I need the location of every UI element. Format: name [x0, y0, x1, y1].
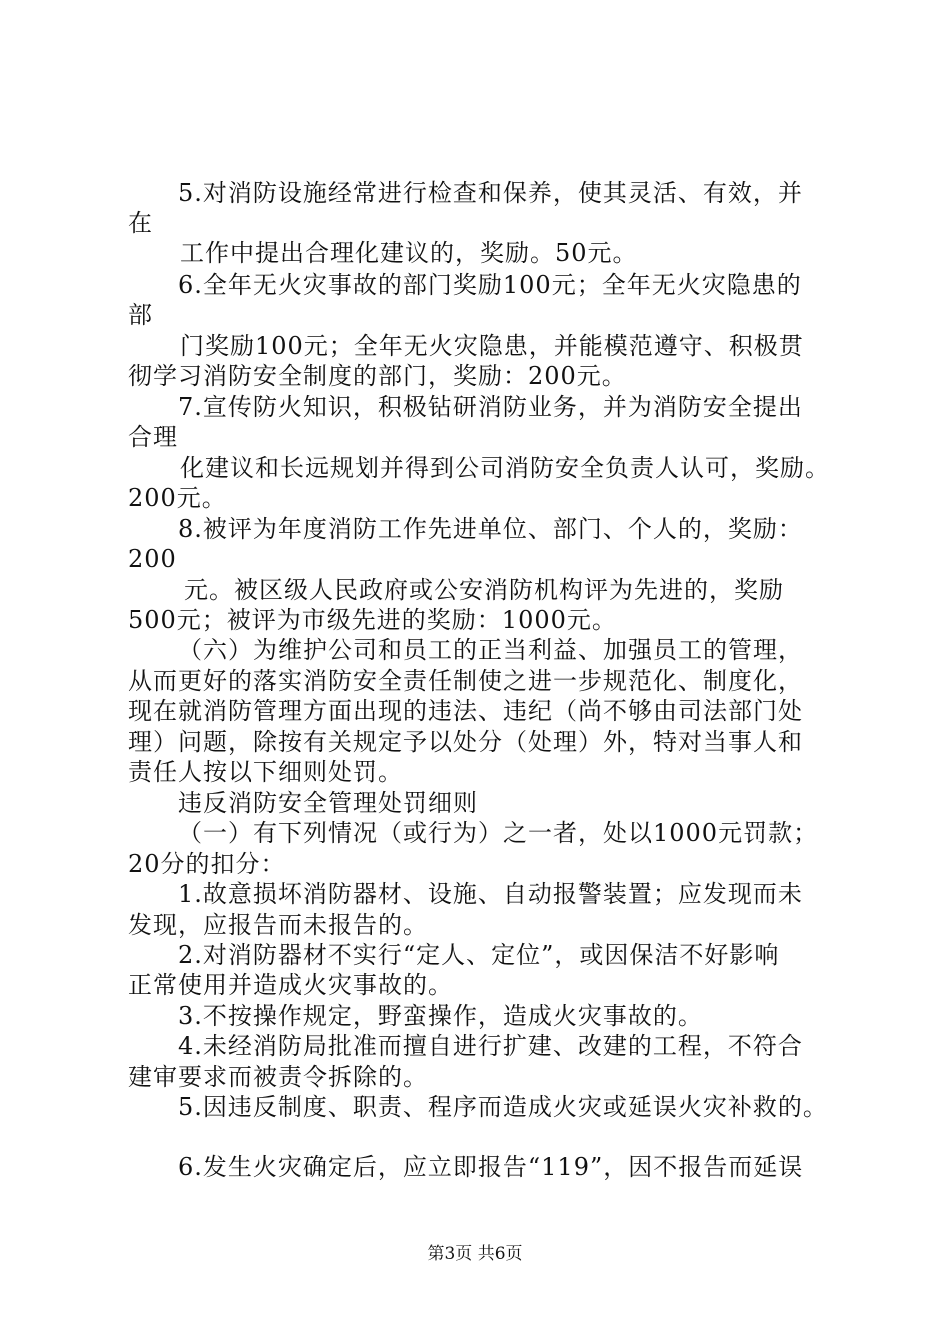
text-line: （一）有下列情况（或行为）之一者，处以1000元罚款； — [178, 819, 819, 847]
text-line: 在 — [128, 209, 153, 237]
text-line: 8.被评为年度消防工作先进单位、部门、个人的，奖励： — [178, 515, 803, 543]
text-line: 合理 — [128, 423, 178, 451]
text-line: 元。被区级人民政府或公安消防机构评为先进的，奖励 — [184, 576, 784, 604]
text-line: 彻学习消防安全制度的部门，奖励：200元。 — [128, 362, 627, 390]
text-line: 20分的扣分： — [128, 850, 286, 878]
text-line: 4.未经消防局批准而擅自进行扩建、改建的工程，不符合 — [178, 1032, 803, 1060]
text-line: 2.对消防器材不实行“定人、定位”，或因保洁不好影响 — [178, 941, 780, 969]
text-line: 1.故意损坏消防器材、设施、自动报警装置；应发现而未 — [178, 880, 803, 908]
text-line: 正常使用并造成火灾事故的。 — [128, 971, 453, 999]
text-line: 门奖励100元；全年无火灾隐患，并能模范遵守、积极贯 — [180, 332, 804, 360]
text-line: 建审要求而被责令拆除的。 — [128, 1063, 428, 1091]
page-number-footer: 第3页 共6页 — [427, 1244, 523, 1264]
text-line: 发现，应报告而未报告的。 — [128, 911, 428, 939]
text-line: 5.因违反制度、职责、程序而造成火灾或延误火灾补救的。 — [178, 1093, 828, 1121]
section-heading: 违反消防安全管理处罚细则 — [178, 789, 478, 817]
text-line: 理）问题，除按有关规定予以处分（处理）外，特对当事人和 — [128, 728, 803, 756]
text-line: 6.发生火灾确定后，应立即报告“119”，因不报告而延误 — [178, 1153, 804, 1181]
text-line: 部 — [128, 301, 153, 329]
text-line: 5.对消防设施经常进行检查和保养，使其灵活、有效，并 — [178, 179, 803, 207]
text-line: 工作中提出合理化建议的，奖励。50元。 — [180, 239, 638, 267]
text-line: 从而更好的落实消防安全责任制使之进一步规范化、制度化， — [128, 667, 803, 695]
text-line: 200 — [128, 545, 177, 573]
text-line: 责任人按以下细则处罚。 — [128, 758, 403, 786]
text-line: 200元。 — [128, 484, 227, 512]
text-line: 7.宣传防火知识，积极钻研消防业务，并为消防安全提出 — [178, 393, 803, 421]
text-line: （六）为维护公司和员工的正当利益、加强员工的管理， — [178, 636, 803, 664]
text-line: 6.全年无火灾事故的部门奖励100元；全年无火灾隐患的 — [178, 271, 802, 299]
text-line: 现在就消防管理方面出现的违法、违纪（尚不够由司法部门处 — [128, 697, 803, 725]
text-line: 化建议和长远规划并得到公司消防安全负责人认可，奖励。 — [180, 454, 830, 482]
text-line: 500元；被评为市级先进的奖励：1000元。 — [128, 606, 617, 634]
text-line: 3.不按操作规定，野蛮操作，造成火灾事故的。 — [178, 1002, 703, 1030]
